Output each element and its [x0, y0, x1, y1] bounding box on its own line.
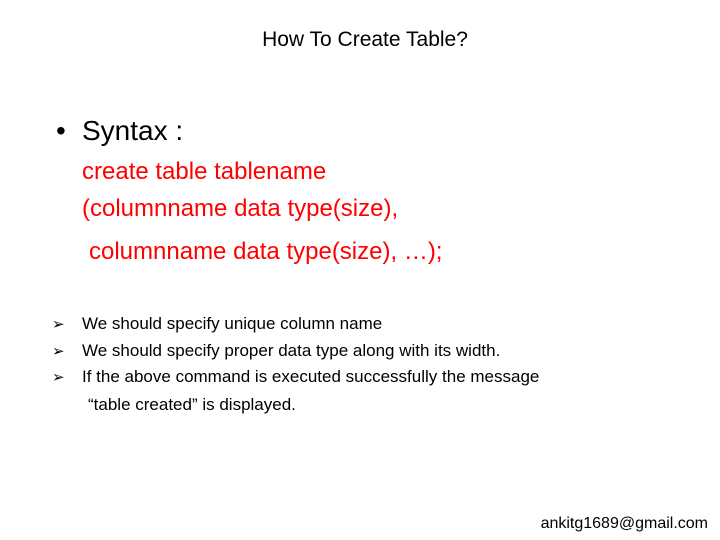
bullet-icon: •	[56, 115, 66, 146]
note-item	[52, 366, 539, 388]
note-item	[52, 313, 382, 335]
code-line: create table tablename	[82, 158, 327, 185]
slide-title: How To Create Table?	[262, 28, 468, 51]
syntax-heading	[56, 113, 183, 149]
note-continuation: “table created” is displayed.	[88, 395, 296, 414]
note-text: If the above command is executed successfully the message	[82, 367, 540, 386]
note-text: We should specify unique column name	[82, 314, 383, 333]
note-text: We should specify proper data type along with its width.	[82, 341, 501, 360]
syntax-label: Syntax :	[82, 115, 184, 146]
arrow-bullet-icon: ➢	[52, 368, 65, 386]
footer-email: ankitg1689@gmail.com	[540, 515, 708, 532]
code-line: (columnname data type(size),	[82, 195, 399, 222]
note-item	[52, 340, 500, 362]
code-line: columnname data type(size), …);	[89, 238, 443, 265]
arrow-bullet-icon: ➢	[52, 342, 65, 360]
arrow-bullet-icon: ➢	[52, 315, 65, 333]
